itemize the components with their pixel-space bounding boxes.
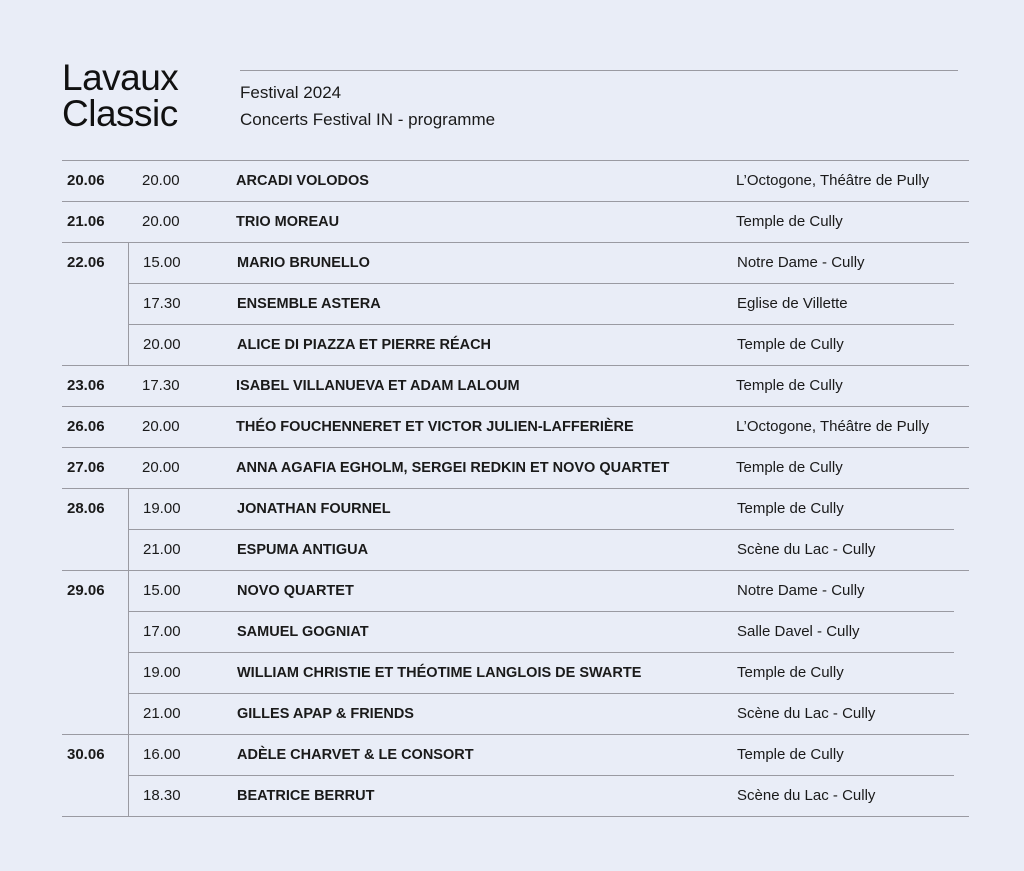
concert-time: 16.00 xyxy=(143,746,181,763)
schedule-day xyxy=(62,407,969,448)
concert-row xyxy=(128,366,969,406)
day-date: 30.06 xyxy=(67,746,105,763)
concert-row xyxy=(128,161,969,201)
day-date: 22.06 xyxy=(67,254,105,271)
day-date: 28.06 xyxy=(67,500,105,517)
schedule-day xyxy=(62,489,969,571)
concert-time: 19.00 xyxy=(143,664,181,681)
day-events xyxy=(128,243,969,365)
concert-row xyxy=(128,202,969,242)
concert-time: 19.00 xyxy=(143,500,181,517)
concert-venue: Temple de Cully xyxy=(736,459,843,476)
day-date: 27.06 xyxy=(67,459,105,476)
concert-artist: ENSEMBLE ASTERA xyxy=(237,296,381,312)
concert-row xyxy=(129,283,954,324)
concert-time: 17.30 xyxy=(143,295,181,312)
day-events xyxy=(128,202,969,242)
festival-title: Festival 2024 xyxy=(240,83,342,102)
schedule-day xyxy=(62,571,969,735)
concert-row xyxy=(129,611,954,652)
schedule-day xyxy=(62,366,969,407)
concert-venue: Temple de Cully xyxy=(736,213,843,230)
concert-time: 20.00 xyxy=(143,336,181,353)
schedule-day xyxy=(62,243,969,366)
concert-time: 17.30 xyxy=(142,377,180,394)
concert-row xyxy=(129,735,969,775)
programme-subtitle: Concerts Festival IN - programme xyxy=(240,110,496,129)
logo-line-1: Lavaux xyxy=(62,57,179,98)
concert-artist: NOVO QUARTET xyxy=(237,583,354,599)
day-events xyxy=(128,366,969,406)
concert-venue: Notre Dame - Cully xyxy=(737,582,865,599)
concert-artist: GILLES APAP & FRIENDS xyxy=(237,706,414,722)
concert-artist: MARIO BRUNELLO xyxy=(237,255,370,271)
logo-line-2: Classic xyxy=(62,93,178,134)
concert-venue: Temple de Cully xyxy=(737,664,844,681)
day-date: 21.06 xyxy=(67,213,105,230)
concert-time: 15.00 xyxy=(143,254,181,271)
concert-row xyxy=(129,693,954,734)
header xyxy=(240,79,495,133)
concert-artist: WILLIAM CHRISTIE ET THÉOTIME LANGLOIS DE SWARTE xyxy=(237,665,642,681)
concert-artist: ADÈLE CHARVET & LE CONSORT xyxy=(237,747,474,763)
concert-row xyxy=(129,571,969,611)
day-events xyxy=(128,735,969,816)
concert-time: 20.00 xyxy=(142,418,180,435)
concert-venue: Scène du Lac - Cully xyxy=(737,787,876,804)
concert-row xyxy=(129,243,969,283)
concert-schedule xyxy=(62,160,969,817)
concert-row xyxy=(129,652,954,693)
day-date: 29.06 xyxy=(67,582,105,599)
concert-artist: ANNA AGAFIA EGHOLM, SERGEI REDKIN ET NOVO QUARTET xyxy=(236,460,670,476)
concert-venue: L’Octogone, Théâtre de Pully xyxy=(736,172,930,189)
concert-artist: BEATRICE BERRUT xyxy=(237,788,375,804)
concert-artist: TRIO MOREAU xyxy=(236,214,340,230)
concert-artist: ESPUMA ANTIGUA xyxy=(237,542,369,558)
concert-venue: Eglise de Villette xyxy=(737,295,848,312)
concert-time: 20.00 xyxy=(142,213,180,230)
day-events xyxy=(128,448,969,488)
concert-venue: Scène du Lac - Cully xyxy=(737,705,876,722)
concert-time: 20.00 xyxy=(142,172,180,189)
concert-artist: ISABEL VILLANUEVA ET ADAM LALOUM xyxy=(236,378,520,394)
day-date: 20.06 xyxy=(67,172,105,189)
concert-venue: Notre Dame - Cully xyxy=(737,254,865,271)
concert-venue: Temple de Cully xyxy=(737,746,844,763)
lavaux-classic-logo xyxy=(62,57,179,134)
schedule-day xyxy=(62,735,969,817)
schedule-day xyxy=(62,448,969,489)
concert-artist: ARCADI VOLODOS xyxy=(236,173,369,189)
concert-time: 21.00 xyxy=(143,541,181,558)
concert-artist: THÉO FOUCHENNERET ET VICTOR JULIEN-LAFFERIÈRE xyxy=(236,419,634,435)
concert-venue: Temple de Cully xyxy=(737,500,844,517)
concert-venue: Salle Davel - Cully xyxy=(737,623,860,640)
concert-artist: SAMUEL GOGNIAT xyxy=(237,624,369,640)
concert-venue: Temple de Cully xyxy=(736,377,843,394)
concert-time: 21.00 xyxy=(143,705,181,722)
concert-row xyxy=(128,448,969,488)
day-date: 23.06 xyxy=(67,377,105,394)
concert-row xyxy=(128,407,969,447)
concert-time: 15.00 xyxy=(143,582,181,599)
concert-artist: JONATHAN FOURNEL xyxy=(237,501,391,517)
concert-time: 18.30 xyxy=(143,787,181,804)
concert-venue: L’Octogone, Théâtre de Pully xyxy=(736,418,930,435)
concert-venue: Scène du Lac - Cully xyxy=(737,541,876,558)
schedule-day xyxy=(62,161,969,202)
concert-row xyxy=(129,529,954,570)
day-events xyxy=(128,571,969,734)
header-divider xyxy=(240,70,958,71)
concert-row xyxy=(129,324,954,365)
day-events xyxy=(128,161,969,201)
concert-venue: Temple de Cully xyxy=(737,336,844,353)
concert-time: 17.00 xyxy=(143,623,181,640)
concert-time: 20.00 xyxy=(142,459,180,476)
day-events xyxy=(128,489,969,570)
day-events xyxy=(128,407,969,447)
day-date: 26.06 xyxy=(67,418,105,435)
schedule-day xyxy=(62,202,969,243)
concert-row xyxy=(129,489,969,529)
concert-artist: ALICE DI PIAZZA ET PIERRE RÉACH xyxy=(237,337,492,353)
concert-row xyxy=(129,775,954,816)
